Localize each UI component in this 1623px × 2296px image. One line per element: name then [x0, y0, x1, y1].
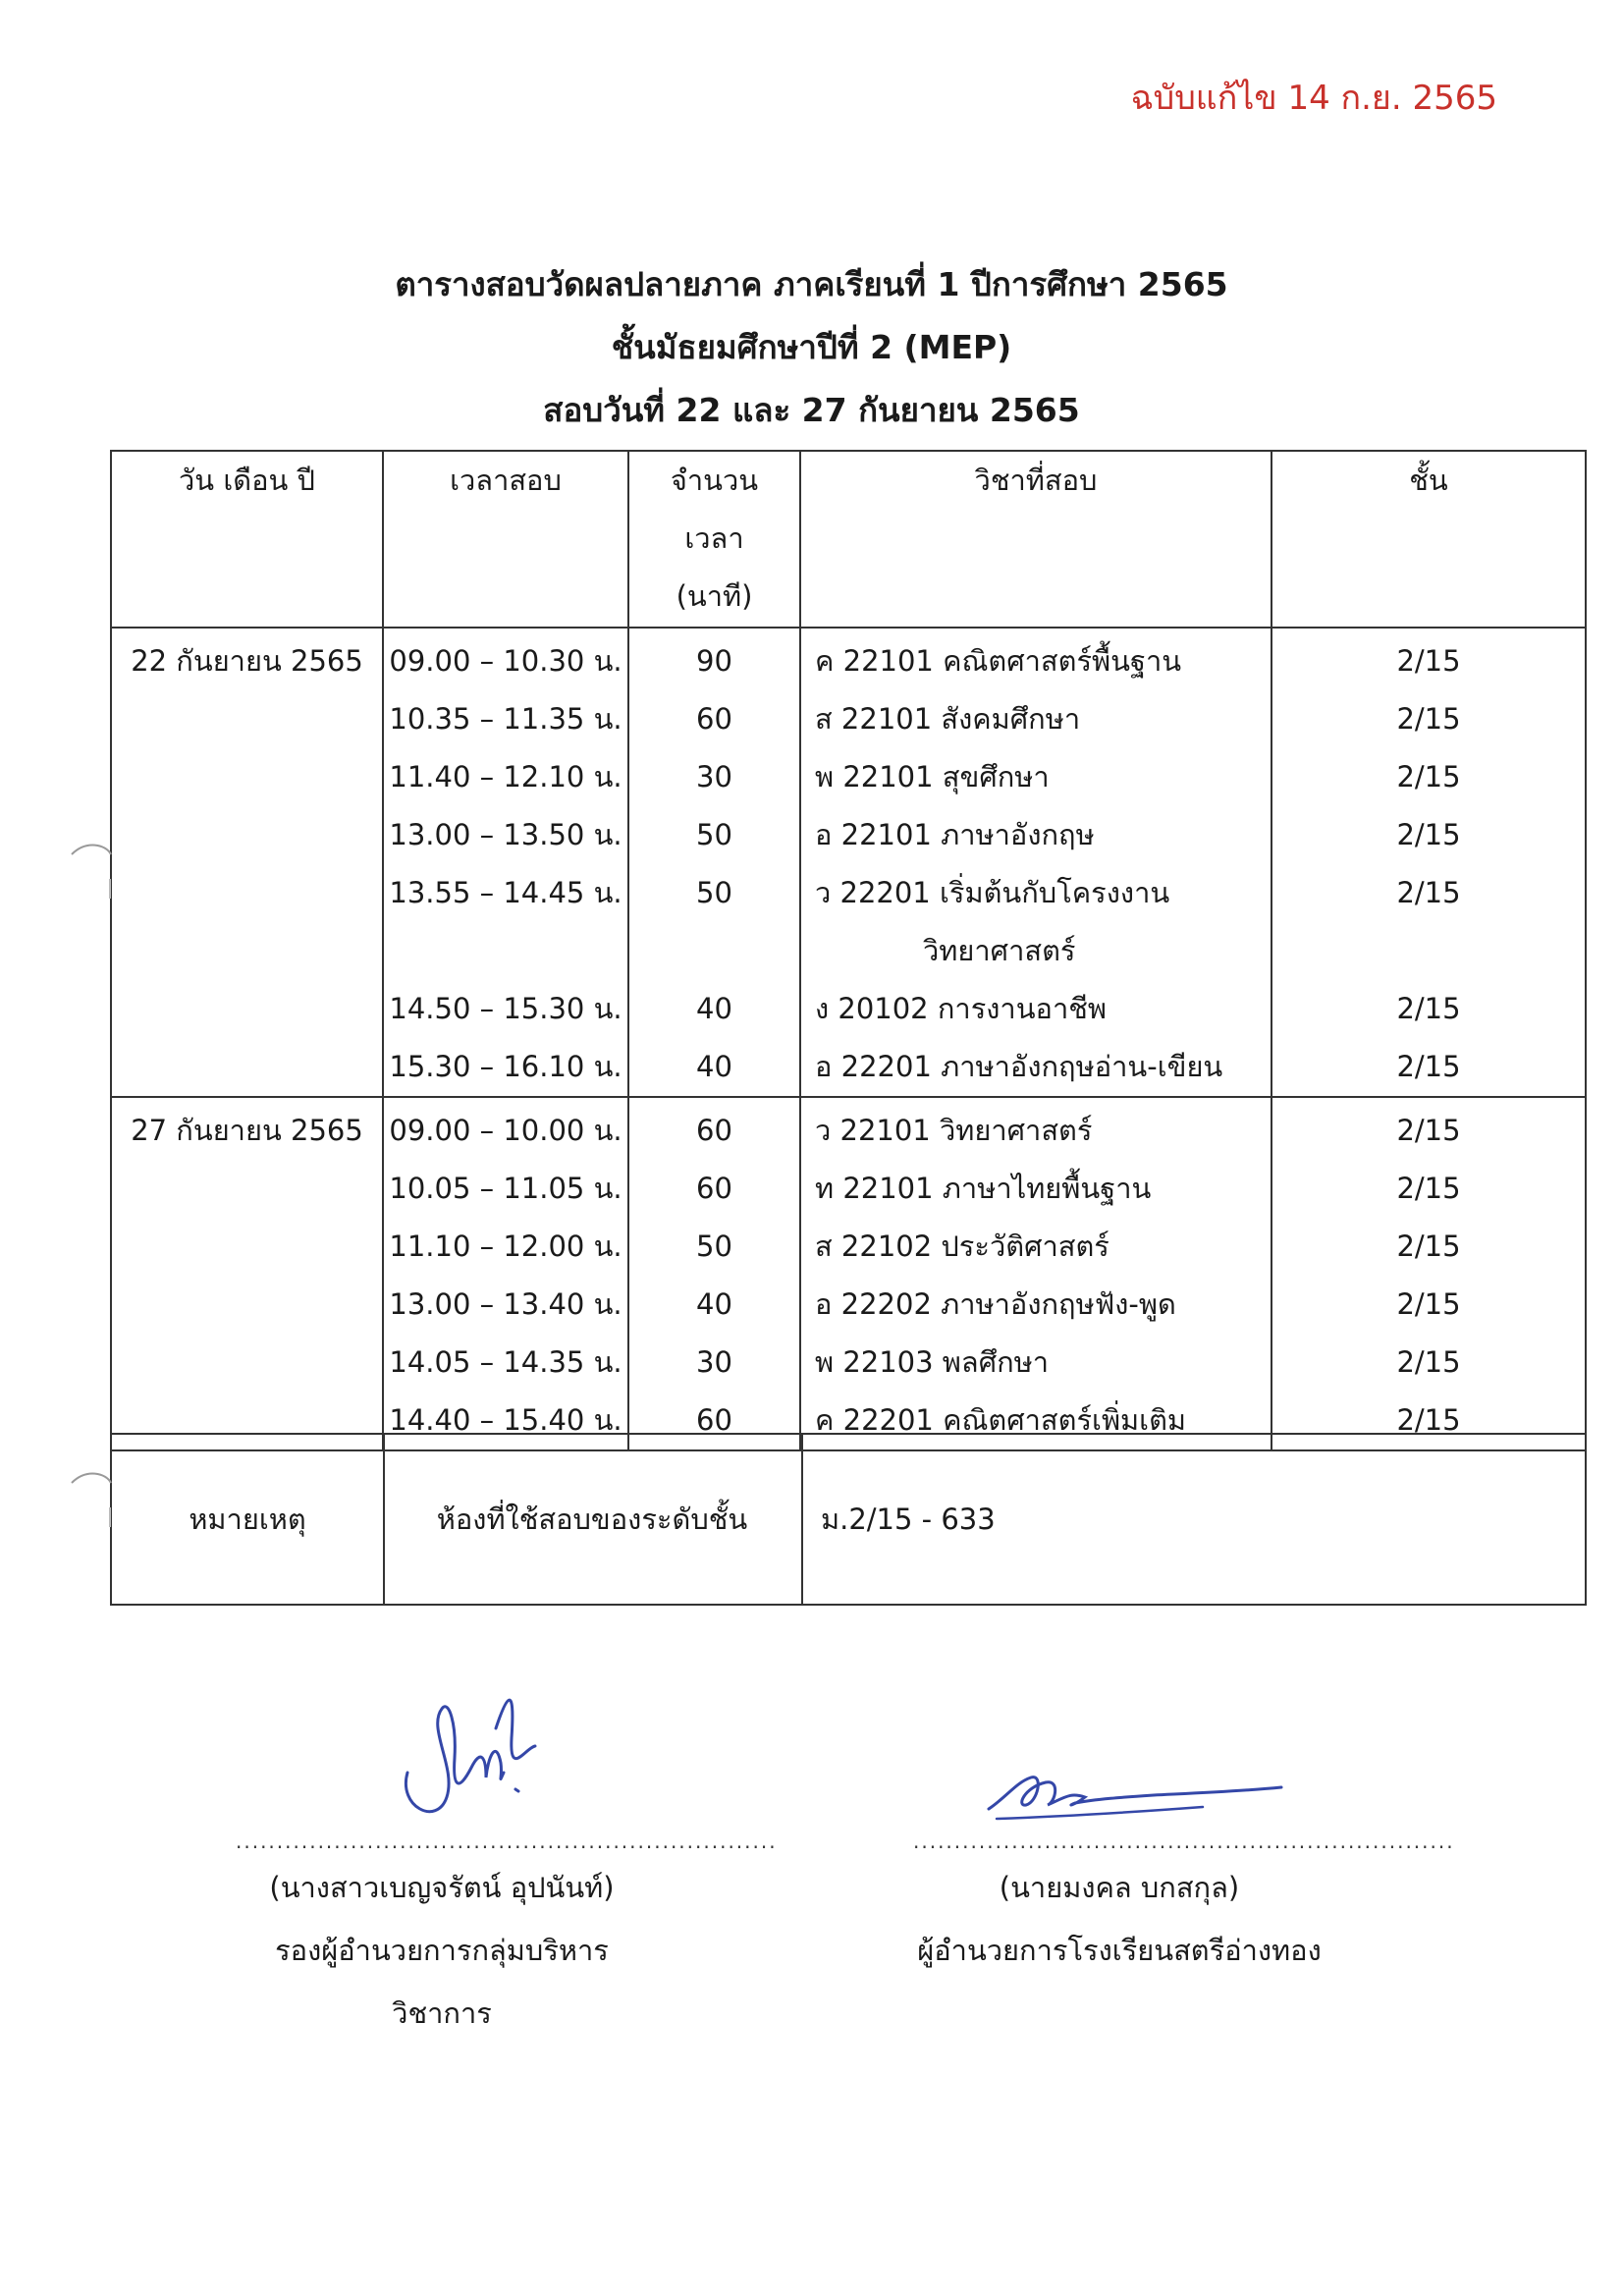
header-duration: จำนวน เวลา (นาที) — [628, 451, 800, 628]
cell-date — [111, 1160, 383, 1218]
cell-subject: พ 22103 พลศึกษา — [800, 1334, 1271, 1392]
table-row — [111, 806, 1586, 864]
cell-class — [1271, 922, 1586, 980]
signatory-name: (นางสาวเบญจรัตน์ อุปนันท์) — [269, 1871, 615, 1904]
cell-duration: 60 — [628, 1097, 800, 1160]
cell-subject: ง 20102 การงานอาชีพ — [800, 980, 1271, 1038]
cell-class: 2/15 — [1271, 690, 1586, 748]
cell-duration: 40 — [628, 1276, 800, 1334]
cell-date — [111, 864, 383, 922]
cell-subject: ค 22101 คณิตศาสตร์พื้นฐาน — [800, 628, 1271, 690]
signatory-name: (นายมงคล บกสกุล) — [999, 1871, 1240, 1904]
cell-date — [111, 922, 383, 980]
title-line-3: สอบวันที่ 22 และ 27 กันยายน 2565 — [543, 391, 1080, 429]
cell-subject: อ 22101 ภาษาอังกฤษ — [800, 806, 1271, 864]
punch-hole-mark — [67, 840, 116, 899]
cell-time: 15.30 – 16.10 น. — [383, 1038, 628, 1097]
table-row — [111, 628, 1586, 690]
cell-class: 2/15 — [1271, 980, 1586, 1038]
cell-time: 09.00 – 10.30 น. — [383, 628, 628, 690]
cell-class: 2/15 — [1271, 628, 1586, 690]
cell-duration: 30 — [628, 748, 800, 806]
cell-duration: 90 — [628, 628, 800, 690]
table-row — [111, 1276, 1586, 1334]
signature-1 — [388, 1669, 555, 1836]
schedule-body — [111, 628, 1586, 1450]
table-row — [111, 980, 1586, 1038]
cell-time: 13.00 – 13.50 น. — [383, 806, 628, 864]
signature-dots: .................................................................. — [913, 1830, 1455, 1853]
cell-date — [111, 1334, 383, 1392]
cell-class: 2/15 — [1271, 806, 1586, 864]
cell-duration: 30 — [628, 1334, 800, 1392]
cell-duration: 50 — [628, 806, 800, 864]
cell-class: 2/15 — [1271, 1276, 1586, 1334]
cell-duration: 40 — [628, 980, 800, 1038]
cell-class: 2/15 — [1271, 1392, 1586, 1450]
table-header-row — [111, 451, 1586, 628]
table-row — [111, 1334, 1586, 1392]
cell-duration — [628, 922, 800, 980]
room-value: ม.2/15 - 633 — [821, 1503, 996, 1536]
cell-time: 13.55 – 14.45 น. — [383, 864, 628, 922]
title-line-2: ชั้นมัธยมศึกษาปีที่ 2 (MEP) — [611, 328, 1012, 366]
cell-time — [383, 922, 628, 980]
cell-time: 11.10 – 12.00 น. — [383, 1218, 628, 1276]
table-row — [111, 748, 1586, 806]
cell-time: 14.05 – 14.35 น. — [383, 1334, 628, 1392]
cell-time: 14.50 – 15.30 น. — [383, 980, 628, 1038]
cell-subject: ท 22101 ภาษาไทยพื้นฐาน — [800, 1160, 1271, 1218]
remark-label: หมายเหตุ — [112, 1435, 385, 1604]
cell-subject: ส 22102 ประวัติศาสตร์ — [800, 1218, 1271, 1276]
remark-box — [110, 1433, 1587, 1606]
table-row — [111, 1097, 1586, 1160]
cell-duration: 60 — [628, 1160, 800, 1218]
cell-date — [111, 1038, 383, 1097]
cell-date — [111, 1218, 383, 1276]
cell-class: 2/15 — [1271, 1334, 1586, 1392]
table-row — [111, 1038, 1586, 1097]
cell-time: 10.35 – 11.35 น. — [383, 690, 628, 748]
signatory-left — [236, 1827, 778, 2045]
cell-date — [111, 980, 383, 1038]
signatory-position: ผู้อำนวยการโรงเรียนสตรีอ่างทอง — [917, 1934, 1322, 1967]
cell-duration: 40 — [628, 1038, 800, 1097]
punch-hole-mark — [67, 1468, 116, 1527]
cell-time: 13.00 – 13.40 น. — [383, 1276, 628, 1334]
title-line-1: ตารางสอบวัดผลปลายภาค ภาคเรียนที่ 1 ปีการศึกษา 2565 — [395, 265, 1228, 303]
cell-subject — [800, 922, 1271, 980]
signature-2 — [977, 1748, 1291, 1836]
cell-class: 2/15 — [1271, 1038, 1586, 1097]
cell-date: 22 กันยายน 2565 — [111, 628, 383, 690]
table-row — [111, 864, 1586, 922]
table-row — [111, 1160, 1586, 1218]
cell-subject: ว 22101 วิทยาศาสตร์ — [800, 1097, 1271, 1160]
cell-subject: ว 22201 เริ่มต้นกับโครงงาน — [800, 864, 1271, 922]
signatory-position: รองผู้อำนวยการกลุ่มบริหารวิชาการ — [275, 1934, 609, 2030]
cell-date — [111, 806, 383, 864]
header-class: ชั้น — [1271, 451, 1586, 628]
cell-time: 10.05 – 11.05 น. — [383, 1160, 628, 1218]
cell-subject: ค 22201 คณิตศาสตร์เพิ่มเติม — [800, 1392, 1271, 1450]
cell-class: 2/15 — [1271, 1218, 1586, 1276]
header-date: วัน เดือน ปี — [111, 451, 383, 628]
cell-duration: 50 — [628, 1218, 800, 1276]
table-row — [111, 690, 1586, 748]
cell-date — [111, 748, 383, 806]
cell-class: 2/15 — [1271, 864, 1586, 922]
cell-date: 27 กันยายน 2565 — [111, 1097, 383, 1160]
cell-date — [111, 1276, 383, 1334]
revision-note: ฉบับแก้ไข 14 ก.ย. 2565 — [1130, 79, 1497, 118]
cell-time: 09.00 – 10.00 น. — [383, 1097, 628, 1160]
header-time: เวลาสอบ — [383, 451, 628, 628]
cell-class: 2/15 — [1271, 1097, 1586, 1160]
cell-date — [111, 690, 383, 748]
cell-duration: 60 — [628, 1392, 800, 1450]
document-title — [0, 253, 1623, 442]
table-row — [111, 1218, 1586, 1276]
subject-continuation: วิทยาศาสตร์ — [923, 934, 1076, 967]
cell-subject: อ 22202 ภาษาอังกฤษฟัง-พูด — [800, 1276, 1271, 1334]
cell-subject: พ 22101 สุขศึกษา — [800, 748, 1271, 806]
cell-duration: 60 — [628, 690, 800, 748]
cell-subject: อ 22201 ภาษาอังกฤษอ่าน-เขียน — [800, 1038, 1271, 1097]
signatory-right — [913, 1827, 1455, 1982]
room-label: ห้องที่ใช้สอบของระดับชั้น — [383, 1435, 803, 1604]
cell-time: 11.40 – 12.10 น. — [383, 748, 628, 806]
cell-duration: 50 — [628, 864, 800, 922]
table-row-continuation — [111, 922, 1586, 980]
cell-time: 14.40 – 15.40 น. — [383, 1392, 628, 1450]
cell-subject: ส 22101 สังคมศึกษา — [800, 690, 1271, 748]
exam-schedule-table — [110, 450, 1587, 1451]
cell-class: 2/15 — [1271, 1160, 1586, 1218]
header-subject: วิชาที่สอบ — [800, 451, 1271, 628]
cell-class: 2/15 — [1271, 748, 1586, 806]
signature-dots: .................................................................. — [236, 1830, 778, 1853]
